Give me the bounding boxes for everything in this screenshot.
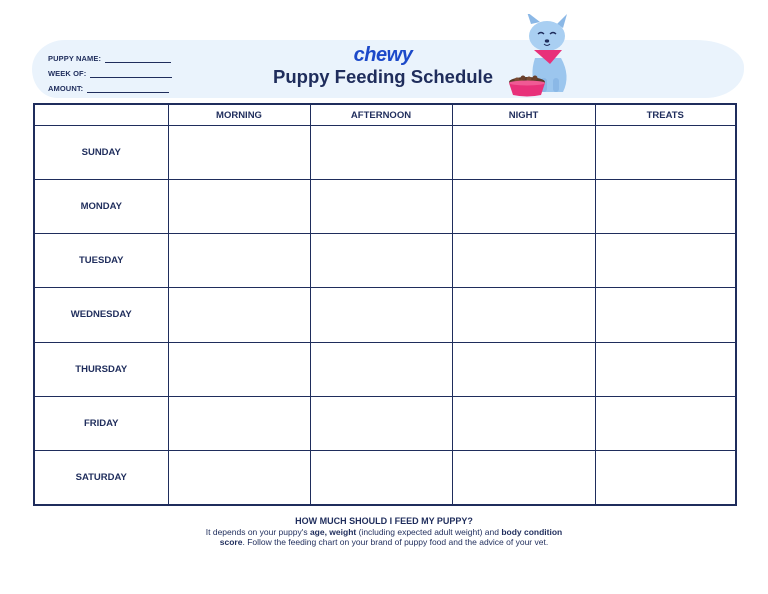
table-row-friday [34,396,736,450]
day-label: TUESDAY [34,234,168,288]
feeding-guidance [204,516,564,548]
morning-cell[interactable] [168,342,310,396]
day-label: SUNDAY [34,126,168,180]
afternoon-cell[interactable] [310,288,452,342]
afternoon-cell[interactable] [310,126,452,180]
treats-cell[interactable] [595,342,736,396]
day-label: FRIDAY [34,396,168,450]
night-cell[interactable] [452,180,595,234]
column-header-corner [34,104,168,126]
afternoon-cell[interactable] [310,342,452,396]
day-label: THURSDAY [34,342,168,396]
column-header-treats: TREATS [595,104,736,126]
page-title: Puppy Feeding Schedule [273,66,493,87]
column-header-morning: MORNING [168,104,310,126]
day-label: WEDNESDAY [34,288,168,342]
column-header-night: NIGHT [452,104,595,126]
amount-field[interactable] [48,78,172,93]
week-of-field[interactable] [48,63,172,78]
morning-cell[interactable] [168,126,310,180]
treats-cell[interactable] [595,288,736,342]
morning-cell[interactable] [168,180,310,234]
morning-cell[interactable] [168,288,310,342]
night-cell[interactable] [452,126,595,180]
table-header-row [34,104,736,126]
table-row-tuesday [34,234,736,288]
guidance-text-part: It depends on your puppy's [205,526,310,537]
treats-cell[interactable] [595,234,736,288]
amount-line[interactable] [87,84,169,93]
treats-cell[interactable] [595,180,736,234]
table-row-monday [34,180,736,234]
guidance-bold-body-condition: body condition score [219,526,563,547]
puppy-name-field[interactable] [48,48,172,63]
guidance-question: HOW MUCH SHOULD I FEED MY PUPPY? [295,516,473,526]
night-cell[interactable] [452,396,595,450]
table-row-sunday [34,126,736,180]
puppy-name-label: PUPPY NAME: [48,54,102,63]
puppy-name-line[interactable] [105,54,171,63]
night-cell[interactable] [452,234,595,288]
header-fields [48,48,172,93]
treats-cell[interactable] [595,450,736,505]
chewy-logo: chewy [353,44,413,66]
night-cell[interactable] [452,288,595,342]
morning-cell[interactable] [168,396,310,450]
afternoon-cell[interactable] [310,450,452,505]
morning-cell[interactable] [168,234,310,288]
table-row-wednesday [34,288,736,342]
guidance-text-part: . Follow the feeding chart on your brand of puppy food and the advice of your vet. [242,537,549,547]
guidance-text [204,527,564,548]
afternoon-cell[interactable] [310,180,452,234]
puppy-with-food-bowl-icon [505,14,577,98]
day-label: MONDAY [34,180,168,234]
week-of-line[interactable] [90,69,172,78]
treats-cell[interactable] [595,126,736,180]
night-cell[interactable] [452,450,595,505]
column-header-afternoon: AFTERNOON [310,104,452,126]
morning-cell[interactable] [168,450,310,505]
afternoon-cell[interactable] [310,396,452,450]
guidance-bold-age-weight: age, weight [309,526,357,537]
feeding-schedule-table [33,103,737,506]
amount-label: AMOUNT: [48,84,84,93]
table-row-saturday [34,450,736,505]
day-label: SATURDAY [34,450,168,505]
treats-cell[interactable] [595,396,736,450]
week-of-label: WEEK OF: [48,69,87,78]
table-row-thursday [34,342,736,396]
night-cell[interactable] [452,342,595,396]
guidance-text-part: (including expected adult weight) and [356,526,502,537]
afternoon-cell[interactable] [310,234,452,288]
